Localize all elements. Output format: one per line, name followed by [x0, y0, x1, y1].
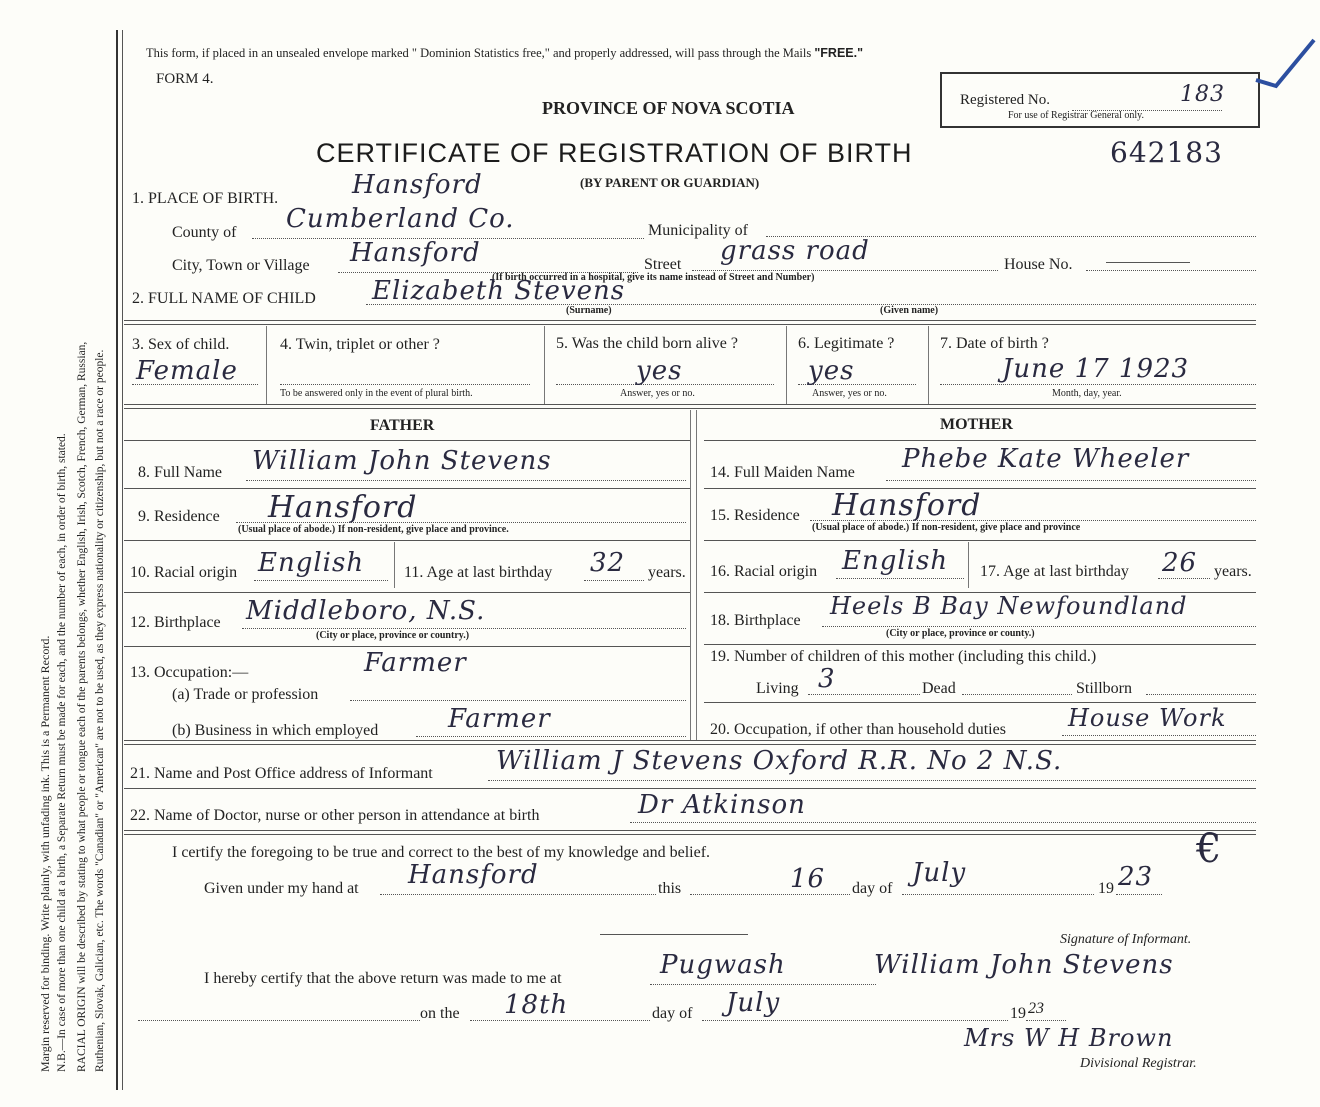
twin-label: 4. Twin, triplet or other ?	[280, 336, 440, 353]
side-note-multiple-births: N.B.—In case of more than one child at a birth, a Separate Return must be made for each, and the number of each, in order of birth, stated.	[56, 433, 68, 1072]
mother-residence-note: (Usual place of abode.) If non-resident, give place and province	[812, 522, 1081, 533]
hospital-note: (If birth occurred in a hospital, give its name instead of Street and Number)	[492, 272, 815, 283]
mother-birthplace-label: 18. Birthplace	[710, 612, 801, 629]
divisional-registrar-signature: Mrs W H Brown	[964, 1024, 1174, 1052]
sex-value: Female	[136, 356, 238, 386]
given-year-value: 23	[1118, 862, 1154, 892]
twin-note: To be answered only in the event of plural birth.	[280, 388, 473, 399]
mother-residence-label: 15. Residence	[710, 507, 800, 524]
sex-label: 3. Sex of child.	[132, 336, 230, 353]
registrar-general-note: For use of Registrar General only.	[1008, 110, 1144, 121]
dead-label: Dead	[922, 680, 956, 697]
side-note-racial-origin: RACIAL ORIGIN will be described by stating to what people or tongue each of the parents belongs, whether English, Irish, Scotch, French, German, Russian,	[76, 341, 88, 1072]
father-age-value: 32	[590, 548, 626, 578]
legitimate-note: Answer, yes or no.	[812, 388, 887, 399]
business-label: (b) Business in which employed	[172, 722, 379, 739]
dob-value: June 17 1923	[1002, 354, 1190, 384]
mother-heading: MOTHER	[940, 416, 1013, 433]
house-no-dash	[1106, 262, 1190, 263]
registration-number-handwritten: 642183	[1110, 136, 1223, 169]
alive-label: 5. Was the child born alive ?	[556, 335, 738, 352]
informant-signature-label: Signature of Informant.	[1060, 932, 1192, 947]
doctor-value: Dr Atkinson	[638, 790, 806, 820]
registrar-day-value: 18th	[504, 990, 569, 1020]
child-name-value: Elizabeth Stevens	[372, 276, 626, 306]
municipality-label: Municipality of	[648, 222, 748, 239]
mother-birthplace-note: (City or place, province or county.)	[886, 628, 1035, 639]
form-number: FORM 4.	[156, 71, 214, 87]
side-note-binding: Margin reserved for binding. Write plainly, with unfading ink. This is a Permanent Record.	[38, 635, 52, 1072]
mother-occupation-value: House Work	[1068, 704, 1227, 732]
father-race-label: 10. Racial origin	[130, 564, 238, 581]
place-of-birth-value: Hansford	[352, 170, 483, 200]
mail-notice: This form, if placed in an unsealed envelope marked " Dominion Statistics free," and properly addressed, will pass through the Mails "FREE."	[146, 46, 864, 60]
mother-race-value: English	[842, 546, 949, 576]
surname-note: (Surname)	[566, 305, 612, 316]
house-no-label: House No.	[1004, 256, 1073, 273]
informant-value: William J Stevens Oxford R.R. No 2 N.S.	[496, 746, 1063, 776]
mother-race-label: 16. Racial origin	[710, 563, 818, 580]
registered-no-label: Registered No.	[960, 92, 1050, 108]
divisional-registrar-label: Divisional Registrar.	[1080, 1056, 1197, 1071]
registered-no-box	[940, 72, 1260, 128]
informant-label: 21. Name and Post Office address of Informant	[130, 765, 433, 782]
living-value: 3	[818, 664, 836, 694]
informant-signature: William John Stevens	[874, 950, 1174, 980]
registrar-mark: €	[1196, 826, 1223, 872]
county-value: Cumberland Co.	[286, 204, 515, 234]
street-value: grass road	[720, 236, 870, 266]
given-at-label: Given under my hand at	[204, 880, 359, 897]
binding-line	[116, 30, 118, 1090]
county-label: County of	[172, 224, 237, 241]
father-heading: FATHER	[370, 417, 435, 434]
given-year-prefix: 19	[1098, 880, 1114, 897]
registrar-statement: I hereby certify that the above return was made to me at	[204, 970, 562, 987]
father-name-label: 8. Full Name	[138, 464, 222, 481]
given-at-value: Hansford	[408, 860, 539, 890]
trade-label: (a) Trade or profession	[172, 686, 319, 703]
province-title: PROVINCE OF NOVA SCOTIA	[542, 98, 795, 118]
father-age-label: 11. Age at last birthday	[404, 564, 553, 581]
doctor-label: 22. Name of Doctor, nurse or other person in attendance at birth	[130, 807, 540, 824]
certificate-subtitle: (BY PARENT OR GUARDIAN)	[580, 175, 760, 190]
living-label: Living	[756, 680, 799, 697]
given-day-value: 16	[790, 864, 826, 894]
certify-statement: I certify the foregoing to be true and correct to the best of my knowledge and belief.	[172, 844, 711, 861]
father-residence-label: 9. Residence	[138, 508, 220, 525]
mother-birthplace-value: Heels B Bay Newfoundland	[830, 592, 1188, 620]
father-business-value: Farmer	[448, 704, 551, 734]
city-value: Hansford	[350, 238, 481, 268]
dob-note: Month, day, year.	[1052, 388, 1122, 399]
father-occupation-label: 13. Occupation:—	[130, 664, 249, 681]
place-of-birth-label: 1. PLACE OF BIRTH.	[132, 190, 279, 207]
legitimate-label: 6. Legitimate ?	[798, 335, 895, 352]
child-name-label: 2. FULL NAME OF CHILD	[132, 290, 316, 307]
certificate-title: CERTIFICATE OF REGISTRATION OF BIRTH	[316, 138, 913, 168]
mother-age-unit: years.	[1214, 563, 1252, 580]
check-mark-icon	[1252, 30, 1318, 90]
given-month-value: July	[912, 858, 967, 888]
city-label: City, Town or Village	[172, 257, 310, 274]
mother-occupation-label: 20. Occupation, if other than household duties	[710, 721, 1006, 738]
father-age-unit: years.	[648, 564, 686, 581]
given-day-of-label: day of	[852, 880, 893, 897]
alive-value: yes	[636, 356, 683, 386]
this-label: this	[658, 880, 682, 897]
registrar-day-of-label: day of	[652, 1005, 693, 1022]
registered-no-value: 183	[1180, 82, 1225, 107]
children-count-label: 19. Number of children of this mother (including this child.)	[710, 648, 1097, 665]
registrar-year-value: 23	[1028, 1000, 1044, 1017]
father-race-value: English	[258, 548, 365, 578]
street-label: Street	[644, 256, 682, 273]
stillborn-label: Stillborn	[1076, 680, 1133, 697]
registrar-month-value: July	[726, 988, 781, 1018]
father-occupation-value: Farmer	[364, 648, 467, 678]
mother-age-value: 26	[1162, 548, 1198, 578]
legitimate-value: yes	[808, 356, 855, 386]
mother-name-value: Phebe Kate Wheeler	[902, 444, 1190, 474]
mother-name-label: 14. Full Maiden Name	[710, 464, 855, 481]
side-note-racial-origin-cont: Ruthenian, Slovak, Galician, etc. The words "Canadian" or "American" are not to be used, as they express nationality or citizenship, but not a race or people.	[94, 349, 106, 1072]
father-residence-note: (Usual place of abode.) If non-resident, give place and province.	[238, 524, 509, 535]
registrar-place-value: Pugwash	[660, 950, 786, 980]
registrar-year-prefix: 19	[1010, 1005, 1026, 1022]
father-birthplace-value: Middleboro, N.S.	[246, 596, 486, 626]
father-birthplace-label: 12. Birthplace	[130, 614, 221, 631]
father-residence-value: Hansford	[268, 490, 418, 525]
alive-note: Answer, yes or no.	[620, 388, 695, 399]
mother-residence-value: Hansford	[832, 488, 982, 523]
father-birthplace-note: (City or place, province or country.)	[316, 630, 470, 641]
father-name-value: William John Stevens	[252, 446, 552, 476]
on-the-label: on the	[420, 1005, 460, 1022]
mother-age-label: 17. Age at last birthday	[980, 563, 1129, 580]
given-name-note: (Given name)	[880, 305, 939, 316]
binding-line-inner	[122, 30, 123, 1090]
dob-label: 7. Date of birth ?	[940, 335, 1049, 352]
